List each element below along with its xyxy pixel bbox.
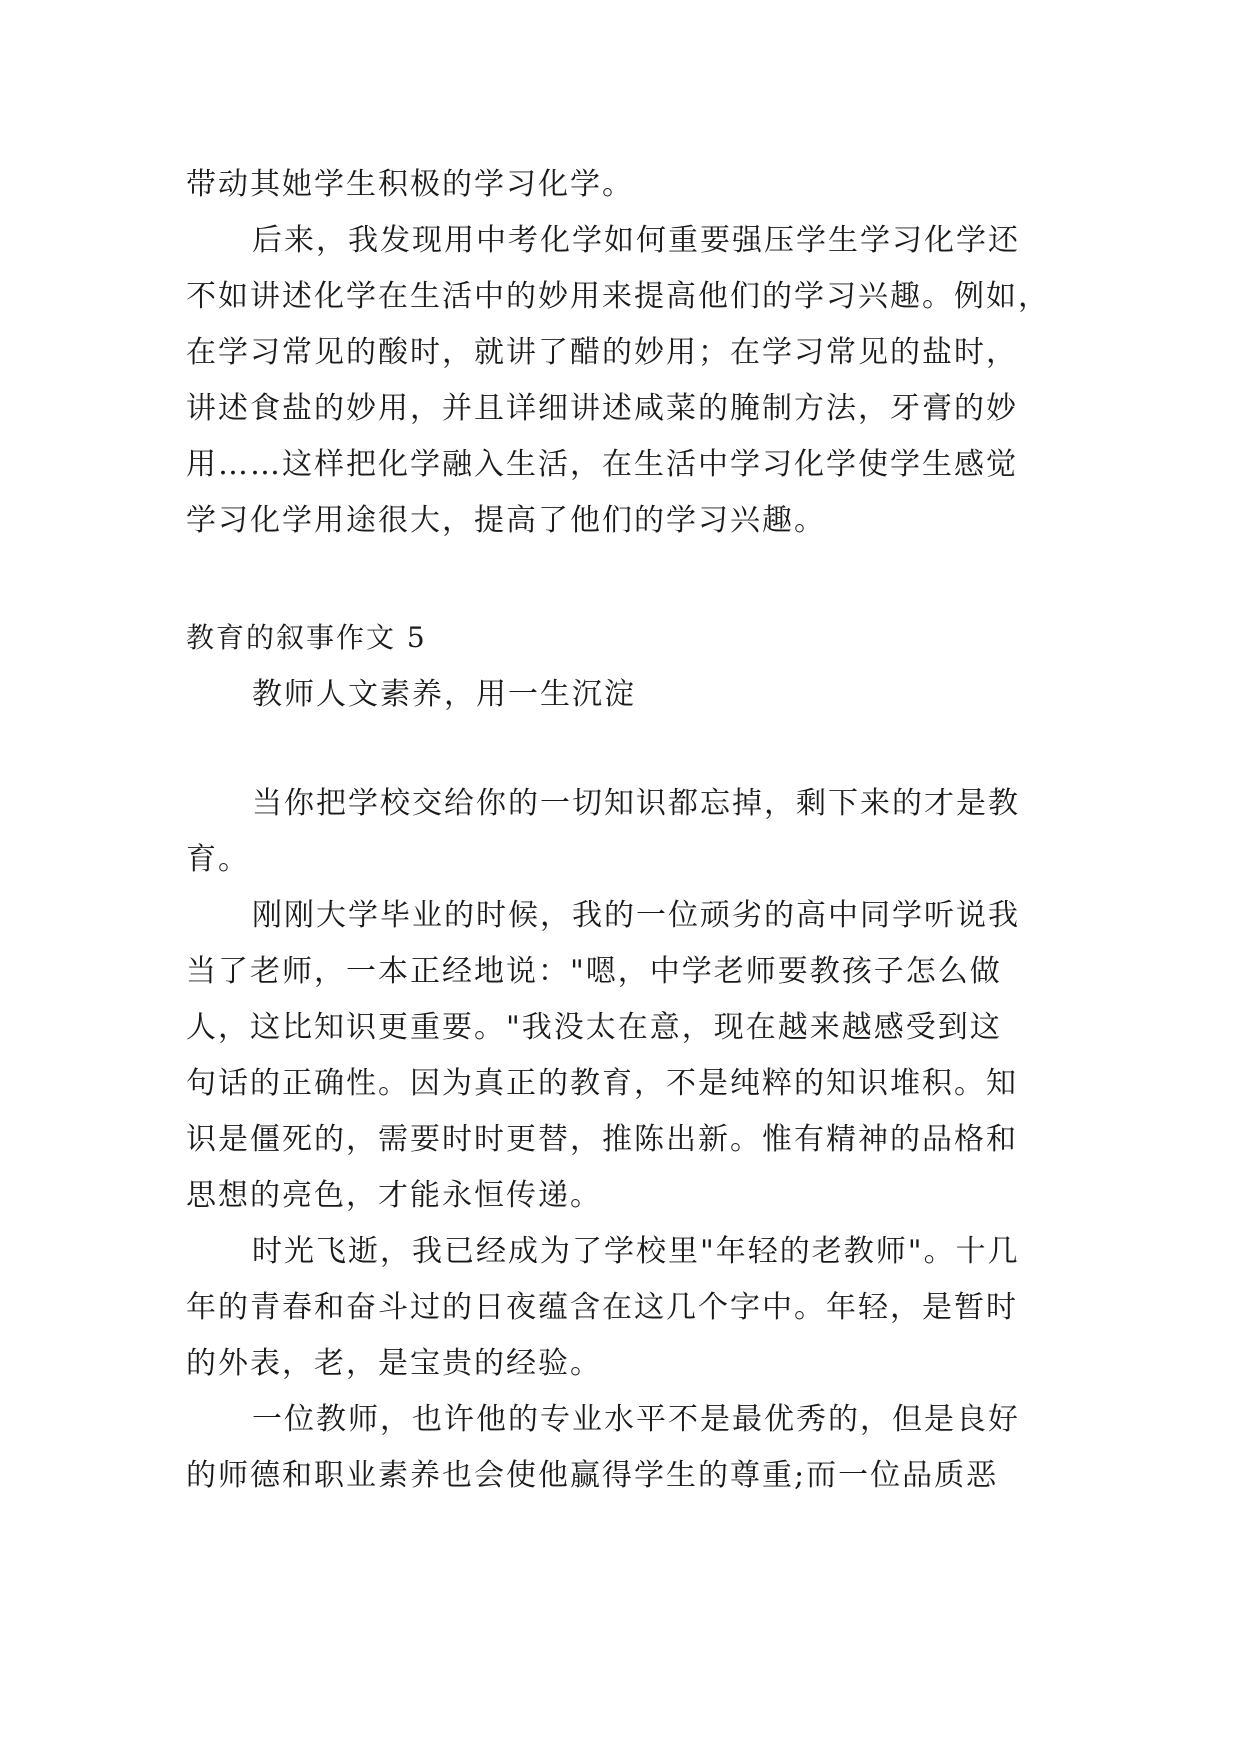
- para-4-line-5: 识是僵死的，需要时时更替，推陈出新。惟有精神的品格和: [186, 1122, 1018, 1157]
- para-5-line-2: 年的青春和奋斗过的日夜蕴含在这几个字中。年轻，是暂时: [186, 1290, 1018, 1325]
- section-heading: 教育的叙事作文 5: [186, 621, 427, 654]
- para-6-line-1: 一位教师，也许他的专业水平不是最优秀的，但是良好: [252, 1402, 1020, 1437]
- para-1-line-1: 带动其她学生积极的学习化学。: [186, 167, 634, 202]
- para-2-line-5: 用……这样把化学融入生活，在生活中学习化学使学生感觉: [186, 447, 1018, 482]
- essay-title: 教师人文素养，用一生沉淀: [252, 677, 636, 712]
- para-3-line-1: 当你把学校交给你的一切知识都忘掉，剩下来的才是教: [252, 786, 1020, 821]
- para-4-line-2: 当了老师，一本正经地说："嗯，中学老师要教孩子怎么做: [186, 954, 1002, 989]
- para-2-line-6: 学习化学用途很大，提高了他们的学习兴趣。: [186, 503, 826, 538]
- para-2-line-4: 讲述食盐的妙用，并且详细讲述咸菜的腌制方法，牙膏的妙: [186, 391, 1018, 426]
- para-3-line-2: 育。: [186, 842, 250, 877]
- para-4-line-6: 思想的亮色，才能永恒传递。: [186, 1178, 602, 1213]
- para-4-line-4: 句话的正确性。因为真正的教育，不是纯粹的知识堆积。知: [186, 1066, 1018, 1101]
- para-4-line-3: 人，这比知识更重要。"我没太在意，现在越来越感受到这: [186, 1010, 1002, 1045]
- para-4-line-1: 刚刚大学毕业的时候，我的一位顽劣的高中同学听说我: [252, 898, 1020, 933]
- para-2-line-1: 后来，我发现用中考化学如何重要强压学生学习化学还: [252, 223, 1020, 258]
- para-6-line-2: 的师德和职业素养也会使他赢得学生的尊重;而一位品质恶: [186, 1458, 999, 1493]
- para-2-line-2: 不如讲述化学在生活中的妙用来提高他们的学习兴趣。例如，: [186, 279, 1050, 314]
- para-2-line-3: 在学习常见的酸时，就讲了醋的妙用；在学习常见的盐时，: [186, 335, 1018, 370]
- para-5-line-3: 的外表，老，是宝贵的经验。: [186, 1346, 602, 1381]
- para-5-line-1: 时光飞逝，我已经成为了学校里"年轻的老教师"。十几: [252, 1234, 1020, 1269]
